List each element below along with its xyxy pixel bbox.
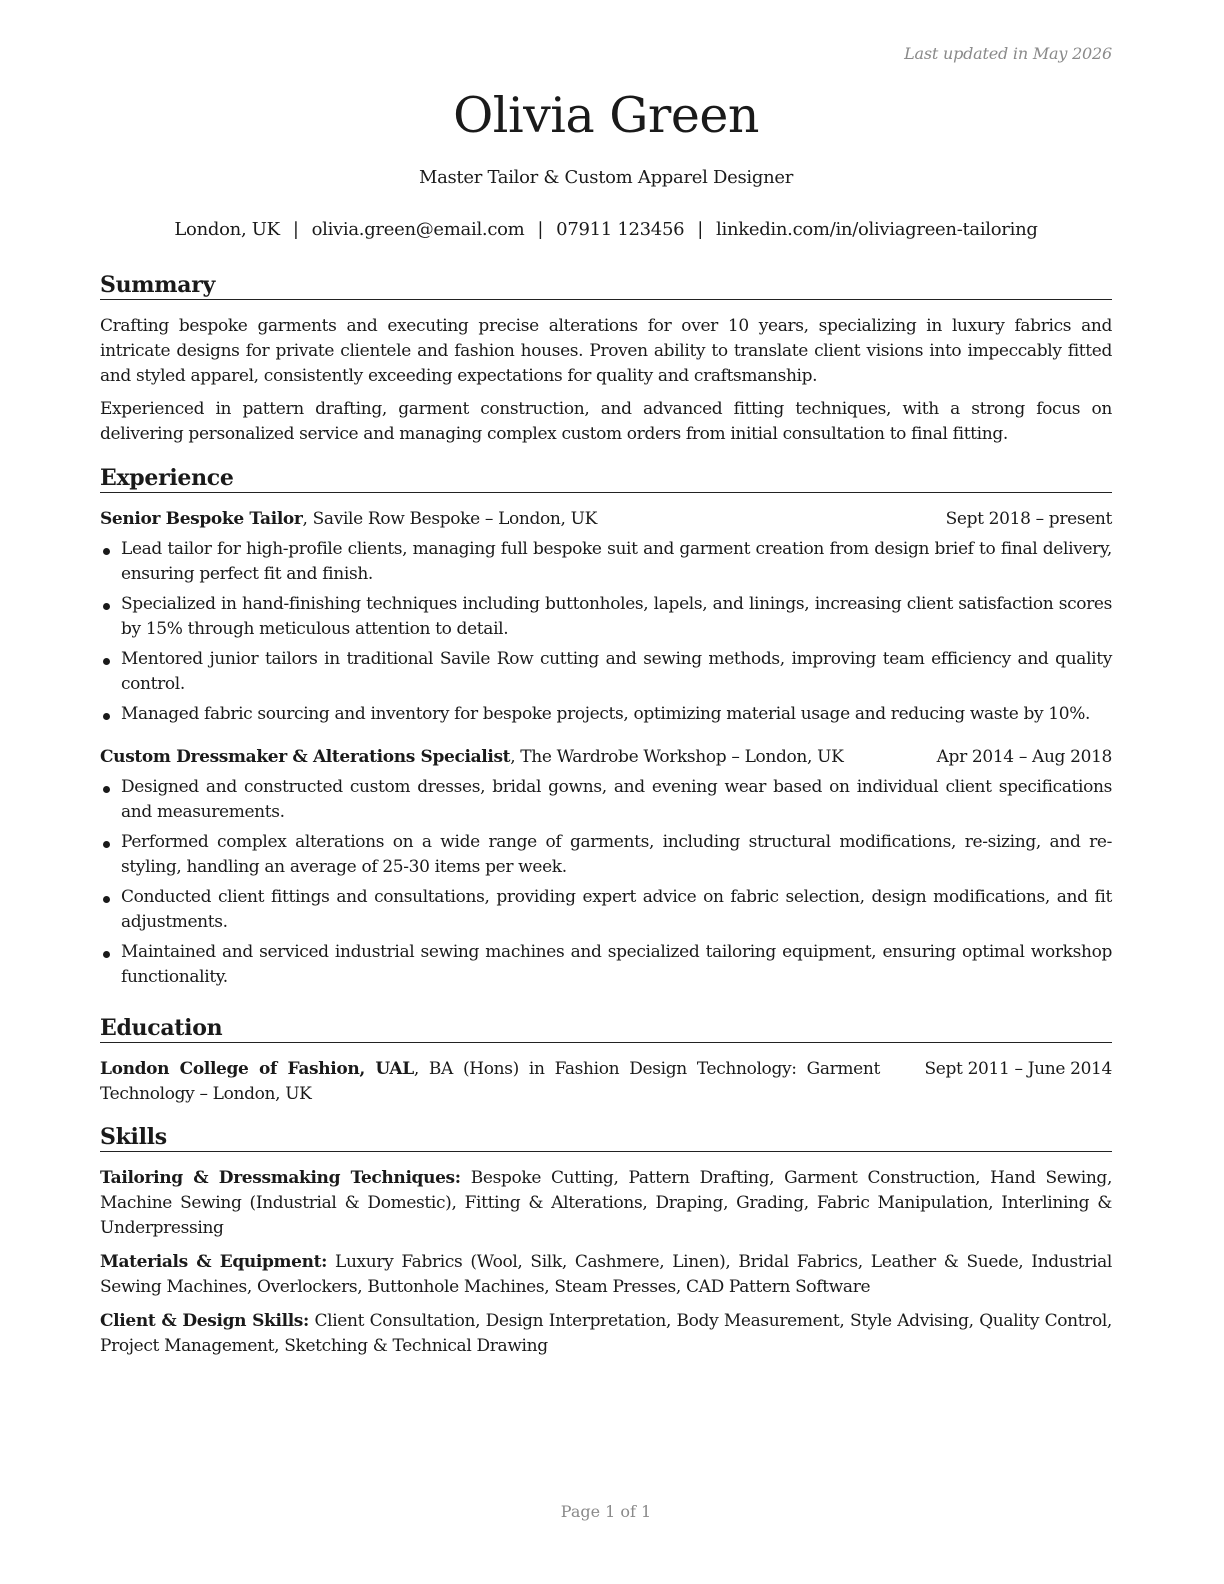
bullet-icon: [103, 786, 110, 793]
contact-linkedin-link[interactable]: linkedin.com/in/oliviagreen-tailoring: [716, 219, 1038, 240]
skill-group-items: Bespoke Cutting, Pattern Drafting, Garment Construction, Hand Sewing, Machine Sewing (Industrial & Domestic), Fitting & Alterations, Draping, Grading, Fabric Manipulation, Interlining & Underpressing: [100, 1168, 1113, 1238]
job-entry: [100, 745, 1112, 990]
list-item: [100, 775, 1112, 825]
bullet-icon: [103, 548, 110, 555]
contact-email-link[interactable]: olivia.green@email.com: [311, 219, 525, 240]
bullet-text: Performed complex alterations on a wide range of garments, including structural modifications, re-sizing, and re-styling, handling an average of 25-30 items per week.: [121, 832, 1112, 877]
candidate-headline: Master Tailor & Custom Apparel Designer: [418, 167, 794, 188]
last-updated-note: Last updated in May 2026: [904, 44, 1112, 63]
job-header: [100, 745, 1112, 770]
contact-separator: |: [697, 219, 704, 240]
bullet-icon: [103, 896, 110, 903]
section-heading-skills: Skills: [100, 1124, 1112, 1152]
skill-group-items: Luxury Fabrics (Wool, Silk, Cashmere, Linen), Bridal Fabrics, Leather & Suede, Industrial Sewing Machines, Overlockers, Buttonhole Machines, Steam Presses, CAD Pattern Software: [100, 1252, 1112, 1297]
education-entry: [100, 1057, 1112, 1107]
bullet-text: Specialized in hand-finishing techniques including buttonholes, lapels, and linings, increasing client satisfaction scores by 15% through meticulous attention to detail.: [121, 594, 1112, 639]
page-number: Page 1 of 1: [560, 1502, 652, 1521]
bullet-text: Maintained and serviced industrial sewing machines and specialized tailoring equipment, ensuring optimal workshop functionality.: [121, 942, 1112, 987]
list-item: [100, 592, 1112, 642]
job-role: Custom Dressmaker & Alterations Specialist: [100, 747, 511, 767]
contact-separator: |: [292, 219, 299, 240]
list-item: [100, 647, 1112, 697]
education-degree: , BA (Hons) in Fashion Design Technology: Garment Technology – London, UK: [100, 1059, 880, 1104]
candidate-name: Olivia Green: [453, 87, 759, 144]
contact-line: [100, 219, 1112, 240]
summary-paragraph: Experienced in pattern drafting, garment construction, and advanced fitting techniques, with a strong focus on delivering personalized service and managing complex custom orders from initial consultation to final fitting.: [100, 399, 1112, 444]
bullet-text: Managed fabric sourcing and inventory for bespoke projects, optimizing material usage and reducing waste by 10%.: [121, 704, 1091, 724]
skill-group-label: Client & Design Skills:: [100, 1311, 309, 1331]
skill-group-label: Materials & Equipment:: [100, 1252, 328, 1272]
skill-group: [100, 1166, 1112, 1241]
education-school: London College of Fashion, UAL: [100, 1059, 414, 1079]
job-role: Senior Bespoke Tailor: [100, 509, 303, 529]
job-title-line: [100, 745, 843, 770]
skill-group-label: Tailoring & Dressmaking Techniques:: [100, 1168, 461, 1188]
bullet-icon: [103, 951, 110, 958]
bullet-icon: [103, 841, 110, 848]
job-entry: [100, 507, 1112, 727]
education-institution-line: [100, 1057, 880, 1107]
experience-section: [100, 465, 1112, 995]
skill-group: [100, 1250, 1112, 1300]
section-heading-experience: Experience: [100, 465, 1112, 493]
contact-phone: 07911 123456: [556, 219, 685, 240]
resume-page: [100, 0, 1112, 1584]
bullet-text: Conducted client fittings and consultations, providing expert advice on fabric selection, design modifications, and fit adjustments.: [121, 887, 1112, 932]
bullet-icon: [103, 603, 110, 610]
bullet-text: Mentored junior tailors in traditional Savile Row cutting and sewing methods, improving team efficiency and quality control.: [121, 649, 1112, 694]
job-bullet-list: [100, 775, 1112, 990]
bullet-text: Lead tailor for high-profile clients, managing full bespoke suit and garment creation from design brief to final delivery, ensuring perfect fit and finish.: [121, 539, 1112, 584]
job-header: [100, 507, 1112, 532]
contact-location: London, UK: [174, 219, 280, 240]
section-heading-summary: Summary: [100, 272, 1112, 300]
education-dates: Sept 2011 – June 2014: [924, 1059, 1112, 1079]
job-dates: Sept 2018 – present: [945, 509, 1112, 529]
contact-separator: |: [537, 219, 544, 240]
education-section: [100, 1015, 1112, 1107]
summary-paragraph: Crafting bespoke garments and executing precise alterations for over 10 years, specializing in luxury fabrics and intricate designs for private clientele and fashion houses. Proven ability to translate client visions into impeccably fitted and styled apparel, consistently exceeding expectations for quality and craftsmanship.: [100, 316, 1112, 386]
list-item: [100, 702, 1112, 727]
job-title-line: [100, 507, 597, 532]
section-heading-education: Education: [100, 1015, 1112, 1043]
job-bullet-list: [100, 537, 1112, 727]
list-item: [100, 885, 1112, 935]
list-item: [100, 537, 1112, 587]
job-organization: , Savile Row Bespoke – London, UK: [302, 509, 597, 529]
skill-group-items: Client Consultation, Design Interpretation, Body Measurement, Style Advising, Quality Control, Project Management, Sketching & Technical Drawing: [100, 1311, 1112, 1356]
bullet-icon: [103, 658, 110, 665]
summary-section: [100, 272, 1112, 447]
skill-group: [100, 1309, 1112, 1359]
skills-section: [100, 1124, 1112, 1368]
bullet-text: Designed and constructed custom dresses, bridal gowns, and evening wear based on individual client specifications and measurements.: [121, 777, 1112, 822]
list-item: [100, 940, 1112, 990]
job-dates: Apr 2014 – Aug 2018: [936, 747, 1112, 767]
bullet-icon: [103, 713, 110, 720]
job-organization: , The Wardrobe Workshop – London, UK: [510, 747, 844, 767]
list-item: [100, 830, 1112, 880]
